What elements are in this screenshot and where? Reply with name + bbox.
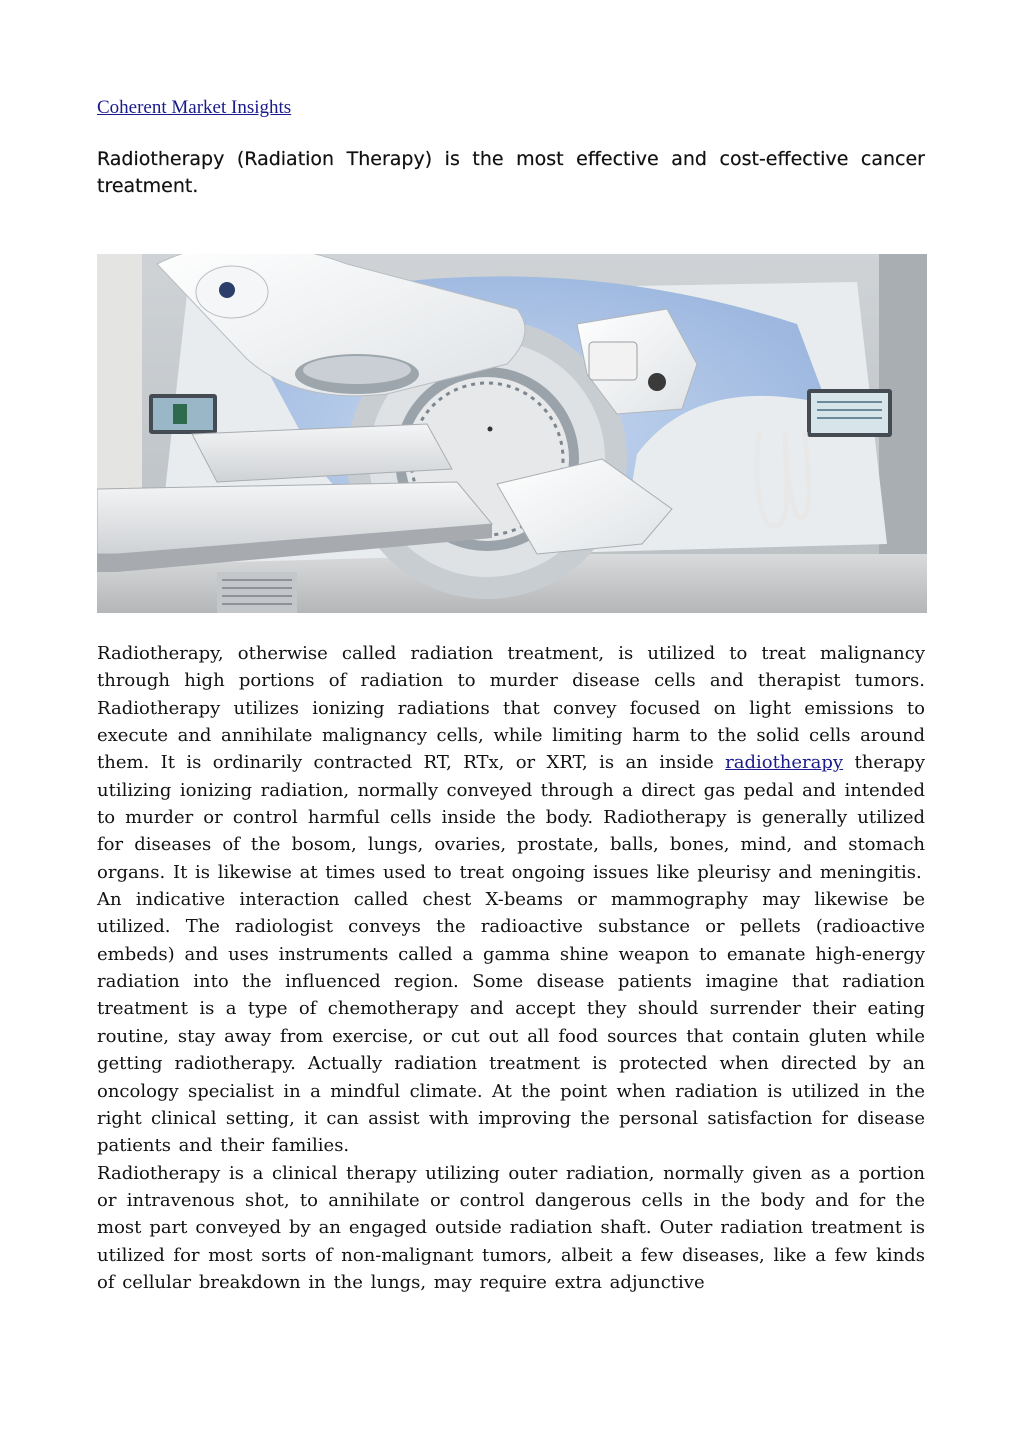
headline: Radiotherapy (Radiation Therapy) is the most effective and cost-effective cancer treatment. xyxy=(97,148,925,197)
paragraph-text: therapy utilizing ionizing radiation, normally conveyed through a direct gas pedal and intended to murder or control harmful cells inside the body. Radiotherapy is generally utilized for diseases of the bosom, lungs, ovaries, prostate, balls, bones, mind, and stomach organs. It is likewise at times used to treat ongoing issues like pleurisy and meningitis. xyxy=(97,752,925,883)
radiotherapy-link[interactable]: radiotherapy xyxy=(725,752,844,774)
article-paragraph: An indicative interaction called chest X-beams or mammography may likewise be utilized. The radiologist conveys the radioactive substance or pellets (radioactive embeds) and uses instruments called a gamma shine weapon to emanate high-energy radiation into the influenced region. Some disease patients imagine that radiation treatment is a type of chemotherapy and accept they should surrender their eating routine, stay away from exercise, or cut out all food sources that contain gluten while getting radiotherapy. Actually radiation treatment is protected when directed by an oncology specialist in a mindful climate. At the point when radiation is utilized in the right clinical setting, it can assist with improving the personal satisfaction for disease patients and their families. xyxy=(97,889,925,1157)
article-body xyxy=(97,640,925,1296)
radiotherapy-machine-illustration xyxy=(97,254,927,613)
radiotherapy-machine-image xyxy=(97,254,927,613)
source-link[interactable]: Coherent Market Insights xyxy=(97,97,292,118)
paragraph-text: Radiotherapy, otherwise called radiation treatment, is utilized to treat malignancy through high portions of radiation to murder disease cells and therapist tumors. Radiotherapy utilizes ionizing radiations that convey focused on light emissions to execute and annihilate malignancy cells, while limiting harm to the solid cells around them. It is ordinarily contracted RT, RTx, or XRT, is an inside xyxy=(97,643,925,774)
article-paragraph xyxy=(97,640,925,886)
article-paragraph: Radiotherapy is a clinical therapy utilizing outer radiation, normally given as a portion or intravenous shot, to annihilate or control dangerous cells in the body and for the most part conveyed by an engaged outside radiation shaft. Outer radiation treatment is utilized for most sorts of non-malignant tumors, albeit a few diseases, like a few kinds of cellular breakdown in the lungs, may require extra adjunctive xyxy=(97,1162,925,1293)
